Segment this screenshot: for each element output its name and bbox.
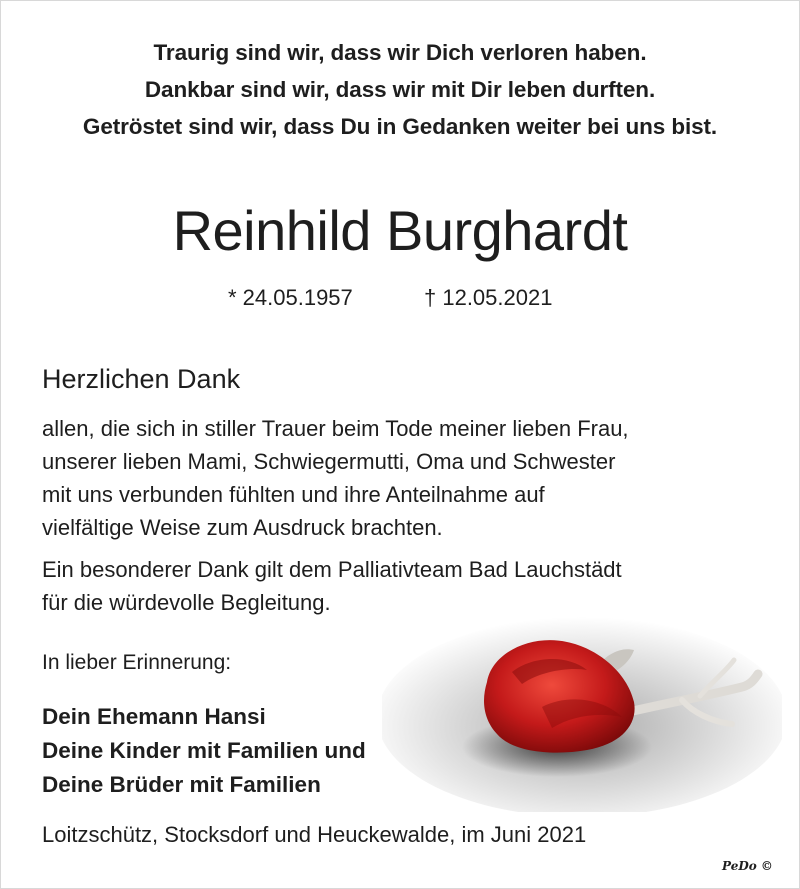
- paragraph-line: unserer lieben Mami, Schwiegermutti, Oma und Schwester: [42, 449, 616, 474]
- thanks-heading: Herzlichen Dank: [42, 364, 241, 394]
- paragraph-line: für die würdevolle Begleitung.: [42, 590, 331, 615]
- verse: [0, 34, 800, 145]
- death-date: † 12.05.2021: [424, 285, 553, 310]
- thanks-paragraph: [42, 412, 629, 544]
- deceased-name: Reinhild Burghardt: [172, 199, 628, 262]
- memory-line: In lieber Erinnerung:: [42, 651, 232, 674]
- paragraph-line: allen, die sich in stiller Trauer beim Tode meiner lieben Frau,: [42, 416, 629, 441]
- signer-line: Dein Ehemann Hansi: [42, 704, 266, 729]
- signer-line: Deine Kinder mit Familien und: [42, 738, 366, 763]
- birth-date: * 24.05.1957: [228, 285, 353, 310]
- verse-line: Getröstet sind wir, dass Du in Gedanken weiter bei uns bist.: [82, 114, 718, 139]
- rose-image: [382, 612, 782, 812]
- designer-signature: PeDo ©: [722, 859, 773, 873]
- paragraph-line: vielfältige Weise zum Ausdruck brachten.: [42, 515, 443, 540]
- paragraph-line: Ein besonderer Dank gilt dem Palliativteam Bad Lauchstädt: [42, 557, 622, 582]
- signers: [42, 700, 366, 802]
- special-thanks-paragraph: [42, 553, 622, 619]
- place-date: Loitzschütz, Stocksdorf und Heuckewalde, im Juni 2021: [42, 822, 587, 847]
- signer-line: Deine Brüder mit Familien: [42, 772, 321, 797]
- verse-line: Dankbar sind wir, dass wir mit Dir leben durften.: [144, 77, 656, 102]
- verse-line: Traurig sind wir, dass wir Dich verloren haben.: [153, 40, 647, 65]
- paragraph-line: mit uns verbunden fühlten und ihre Anteilnahme auf: [42, 482, 545, 507]
